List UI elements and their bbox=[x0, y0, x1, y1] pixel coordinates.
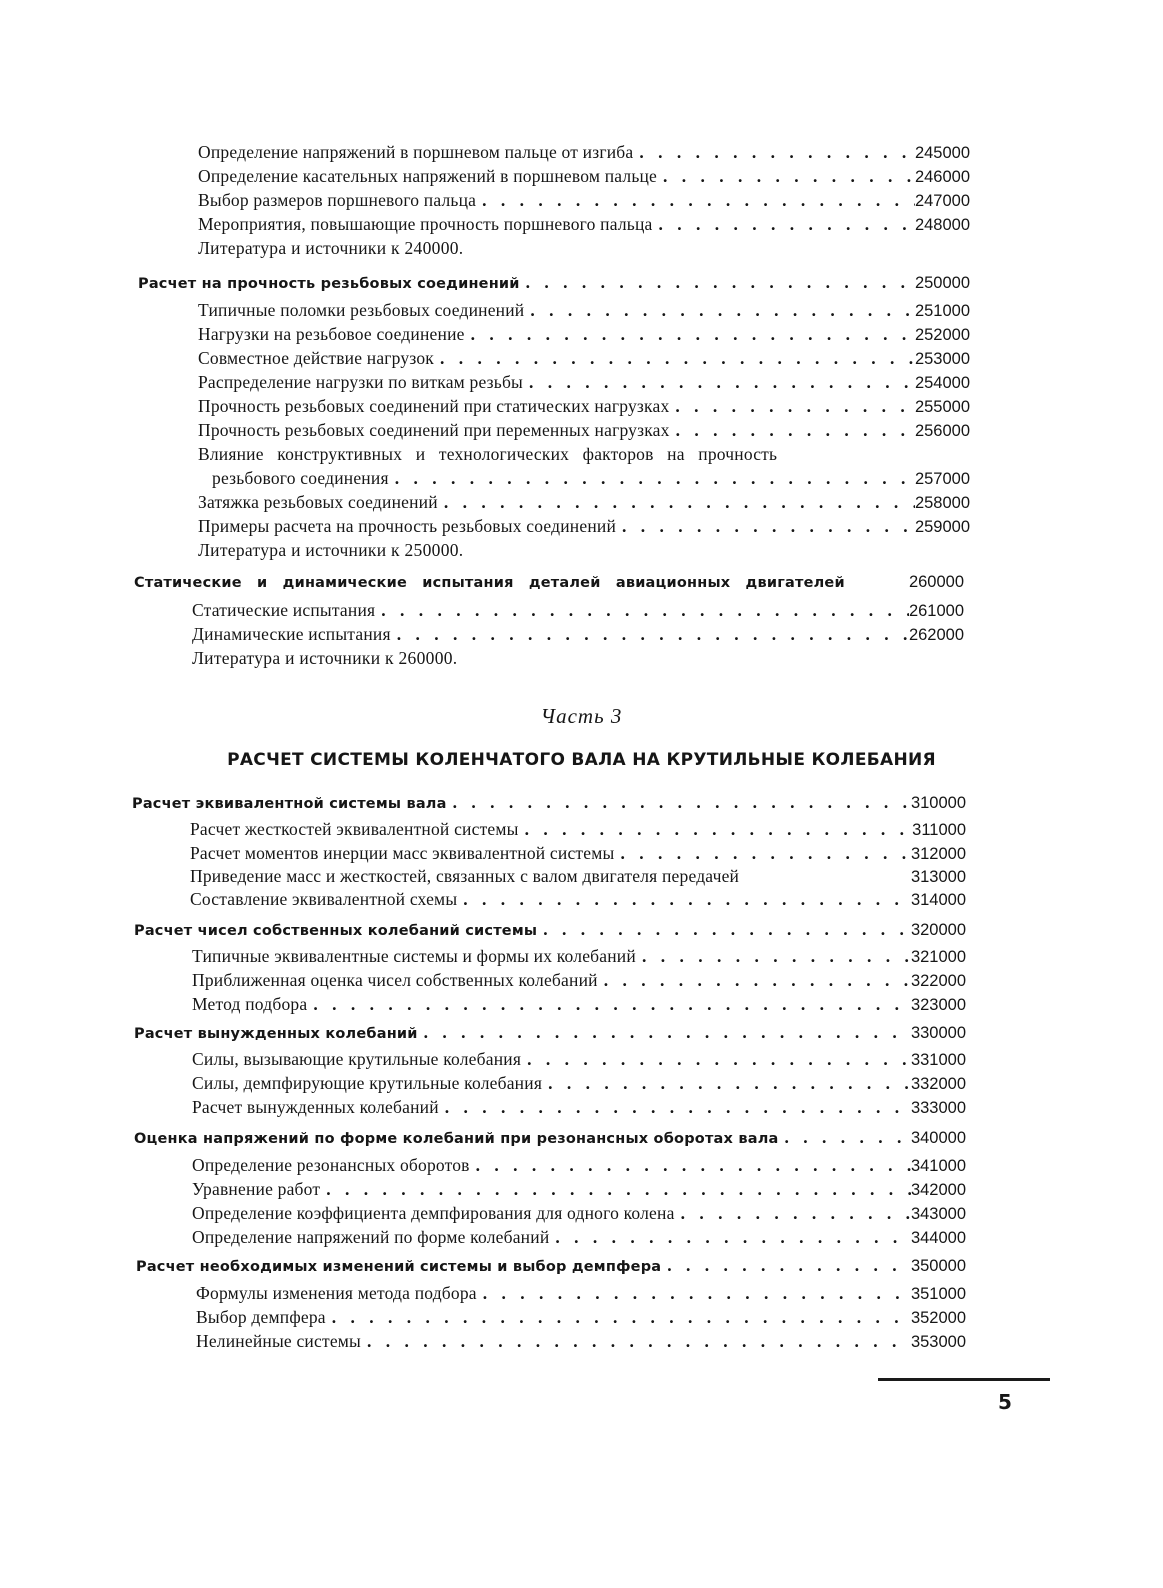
leader-dots bbox=[476, 188, 915, 212]
leader-dots bbox=[447, 790, 911, 814]
leader-dots bbox=[675, 1201, 911, 1225]
toc-entry-text: Прочность резьбовых соединений при переменных нагрузках bbox=[198, 420, 670, 440]
leader-dots bbox=[537, 917, 911, 941]
toc-entry-page: 257000 bbox=[914, 470, 970, 488]
toc-entry-text: Определение напряжений в поршневом пальце от изгиба bbox=[198, 142, 634, 162]
toc-entry-page: 245000 bbox=[914, 144, 970, 162]
leader-dots bbox=[439, 1095, 911, 1119]
toc-entry-page: 261000 bbox=[908, 602, 964, 620]
toc-entry-page: 313000 bbox=[910, 868, 966, 886]
toc-entry-page: 311000 bbox=[912, 821, 966, 839]
toc-entry-page: 258000 bbox=[914, 494, 970, 512]
leader-dots bbox=[391, 622, 909, 646]
leader-dots bbox=[616, 514, 915, 538]
toc-entry-text: Приближенная оценка чисел собственных колебаний bbox=[192, 970, 598, 990]
toc-entry-text: Литература и источники к 240000. bbox=[198, 238, 464, 258]
toc-entry bbox=[192, 1225, 966, 1249]
toc-section-page: 310000 bbox=[910, 794, 966, 812]
toc-section-page: 340000 bbox=[910, 1129, 966, 1147]
toc-section-page: 320000 bbox=[910, 921, 966, 939]
toc-entry-text: Определение касательных напряжений в поршневом пальце bbox=[198, 166, 658, 186]
toc-entry-page: 246000 bbox=[914, 168, 970, 186]
toc-entry bbox=[192, 944, 966, 968]
toc-section bbox=[134, 1020, 966, 1044]
toc-entry-page: 321000 bbox=[910, 948, 966, 966]
leader-dots bbox=[361, 1329, 911, 1353]
toc-entry bbox=[198, 490, 970, 514]
leader-dots bbox=[520, 270, 915, 294]
leader-dots bbox=[670, 418, 915, 442]
toc-entry-text: Определение напряжений по форме колебаний bbox=[192, 1227, 550, 1247]
toc-section-page: 250000 bbox=[914, 274, 970, 292]
toc-entry-page: 314000 bbox=[910, 891, 966, 909]
leader-dots bbox=[669, 394, 915, 418]
toc-entry-text: Статические испытания bbox=[192, 600, 376, 620]
toc-entry-page: 344000 bbox=[910, 1229, 966, 1247]
toc-entry-text: Выбор демпфера bbox=[196, 1307, 326, 1327]
toc-section-text: Расчет необходимых изменений системы и выбор демпфера bbox=[136, 1259, 662, 1275]
toc-entry-page: 353000 bbox=[910, 1333, 966, 1351]
toc-entry bbox=[198, 164, 970, 188]
toc-section-text: Расчет на прочность резьбовых соединений bbox=[138, 276, 520, 292]
part-label: Часть 3 bbox=[540, 704, 623, 728]
toc-entry bbox=[198, 298, 970, 322]
part-title: РАСЧЕТ СИСТЕМЫ КОЛЕНЧАТОГО ВАЛА НА КРУТИЛЬНЫЕ КОЛЕБАНИЯ bbox=[227, 750, 936, 770]
toc-entry-text: Силы, демпфирующие крутильные колебания bbox=[192, 1073, 543, 1093]
toc-entry bbox=[198, 370, 970, 394]
leader-dots bbox=[598, 968, 911, 992]
toc-entry-page: 262000 bbox=[908, 626, 964, 644]
leader-dots bbox=[657, 164, 915, 188]
leader-dots bbox=[652, 212, 914, 236]
toc-entry bbox=[198, 418, 970, 442]
leader-dots bbox=[470, 1153, 911, 1177]
toc-section bbox=[136, 1253, 966, 1277]
toc-entry-text: Приведение масс и жесткостей, связанных с валом двигателя передачей bbox=[190, 866, 740, 886]
toc-section-page: 260000 bbox=[908, 573, 964, 591]
toc-entry bbox=[192, 598, 964, 622]
leader-dots bbox=[633, 140, 915, 164]
toc-entry-page: 351000 bbox=[910, 1285, 966, 1303]
leader-dots bbox=[438, 490, 915, 514]
toc-section-page: 350000 bbox=[910, 1257, 966, 1275]
toc-entry bbox=[192, 1071, 966, 1095]
toc-entry-page: 256000 bbox=[914, 422, 970, 440]
toc-entry bbox=[198, 212, 970, 236]
leader-dots bbox=[326, 1305, 911, 1329]
toc-entry-page: 253000 bbox=[914, 350, 970, 368]
toc-entry bbox=[196, 1305, 966, 1329]
toc-entry-text: Динамические испытания bbox=[192, 624, 391, 644]
leader-dots bbox=[614, 841, 910, 865]
toc-entry-text: Расчет жесткостей эквивалентной системы bbox=[190, 819, 519, 839]
page-number: 5 bbox=[998, 1390, 1012, 1414]
toc-entry bbox=[192, 1177, 966, 1201]
toc-entry-text: Уравнение работ bbox=[192, 1179, 321, 1199]
toc-entry bbox=[196, 1281, 966, 1305]
toc-entry-page: 343000 bbox=[910, 1205, 966, 1223]
toc-entry bbox=[198, 514, 970, 538]
toc-section bbox=[134, 570, 964, 594]
leader-dots bbox=[636, 944, 911, 968]
toc-entry bbox=[192, 1047, 966, 1071]
toc-entry-text: Выбор размеров поршневого пальца bbox=[198, 190, 477, 210]
toc-entry bbox=[192, 1095, 966, 1119]
toc-entry-text: Литература и источники к 260000. bbox=[192, 648, 458, 668]
toc-entry-page: 352000 bbox=[910, 1309, 966, 1327]
leader-dots bbox=[779, 1125, 911, 1149]
toc-entry-text: Литература и источники к 250000. bbox=[198, 540, 464, 560]
toc-literature bbox=[192, 646, 964, 670]
toc-entry-page: 331000 bbox=[910, 1051, 966, 1069]
toc-entry-text: Распределение нагрузки по виткам резьбы bbox=[198, 372, 524, 392]
toc-entry-page: 312000 bbox=[910, 845, 966, 863]
toc-entry-page: 247000 bbox=[914, 192, 970, 210]
leader-dots bbox=[549, 1225, 911, 1249]
toc-entry-text: резьбового соединения bbox=[212, 468, 389, 488]
toc-entry-text: Нагрузки на резьбовое соединение bbox=[198, 324, 465, 344]
toc-entry-page: 252000 bbox=[914, 326, 970, 344]
toc-entry-line1 bbox=[198, 442, 970, 466]
toc-entry-text: Типичные эквивалентные системы и формы их колебаний bbox=[192, 946, 636, 966]
toc-entry bbox=[198, 140, 970, 164]
toc-entry-page: 259000 bbox=[914, 518, 970, 536]
toc-entry-page: 342000 bbox=[910, 1181, 966, 1199]
toc-entry-text: Прочность резьбовых соединений при статических нагрузках bbox=[198, 396, 670, 416]
leader-dots bbox=[375, 598, 909, 622]
toc-entry-text: Мероприятия, повышающие прочность поршневого пальца bbox=[198, 214, 653, 234]
leader-dots bbox=[418, 1020, 911, 1044]
leader-dots bbox=[524, 298, 915, 322]
toc-entry-page: 323000 bbox=[910, 996, 966, 1014]
toc-entry bbox=[198, 394, 970, 418]
toc-entry-page: 322000 bbox=[910, 972, 966, 990]
toc-entry bbox=[190, 817, 966, 841]
toc-entry-page: 341000 bbox=[910, 1157, 966, 1175]
toc-entry-text: Совместное действие нагрузок bbox=[198, 348, 435, 368]
toc-entry-text: Формулы изменения метода подбора bbox=[196, 1283, 477, 1303]
toc-literature bbox=[198, 538, 970, 562]
toc-section-text: Расчет эквивалентной системы вала bbox=[132, 796, 447, 812]
leader-dots bbox=[320, 1177, 911, 1201]
toc-entry-page: 251000 bbox=[914, 302, 970, 320]
toc-entry-text: Метод подбора bbox=[192, 994, 308, 1014]
toc-section-text: Статические и динамические испытания деталей авиационных двигателей bbox=[134, 575, 845, 591]
leader-dots bbox=[519, 817, 913, 841]
toc-section bbox=[134, 917, 966, 941]
toc-entry-page: 332000 bbox=[910, 1075, 966, 1093]
toc-entry bbox=[190, 841, 966, 865]
toc-entry-text: Составление эквивалентной схемы bbox=[190, 889, 458, 909]
toc-entry bbox=[192, 622, 964, 646]
toc-section-page: 330000 bbox=[910, 1024, 966, 1042]
toc-entry-text: Примеры расчета на прочность резьбовых соединений bbox=[198, 516, 617, 536]
leader-dots bbox=[434, 346, 915, 370]
toc-entry bbox=[196, 1329, 966, 1353]
toc-entry bbox=[192, 992, 966, 1016]
leader-dots bbox=[465, 322, 915, 346]
toc-entry-text: Расчет моментов инерции масс эквивалентной системы bbox=[190, 843, 615, 863]
toc-entry-text: Определение коэффициента демпфирования для одного колена bbox=[192, 1203, 675, 1223]
toc-entry bbox=[192, 1201, 966, 1225]
toc-entry-text: Нелинейные системы bbox=[196, 1331, 362, 1351]
leader-dots bbox=[307, 992, 911, 1016]
toc-entry-text: Определение резонансных оборотов bbox=[192, 1155, 470, 1175]
leader-dots bbox=[457, 887, 911, 911]
leader-dots bbox=[477, 1281, 911, 1305]
toc-entry bbox=[190, 887, 966, 911]
toc-entry bbox=[198, 346, 970, 370]
leader-dots bbox=[521, 1047, 911, 1071]
toc-entry bbox=[190, 864, 966, 888]
toc-section-text: Оценка напряжений по форме колебаний при резонансных оборотах вала bbox=[134, 1131, 779, 1147]
leader-dots bbox=[661, 1253, 911, 1277]
toc-entry-page: 333000 bbox=[910, 1099, 966, 1117]
leader-dots bbox=[542, 1071, 911, 1095]
toc-entry-text: Влияние конструктивных и технологических факторов на прочность bbox=[198, 444, 778, 464]
toc-entry-text: Расчет вынужденных колебаний bbox=[192, 1097, 439, 1117]
leader-dots bbox=[523, 370, 915, 394]
toc-entry-text: Силы, вызывающие крутильные колебания bbox=[192, 1049, 522, 1069]
toc-entry-text: Затяжка резьбовых соединений bbox=[198, 492, 438, 512]
toc-entry-text: Типичные поломки резьбовых соединений bbox=[198, 300, 525, 320]
leader-dots bbox=[389, 466, 915, 490]
toc-entry-line2 bbox=[212, 466, 970, 490]
toc-entry bbox=[198, 322, 970, 346]
toc-section-text: Расчет чисел собственных колебаний системы bbox=[134, 923, 538, 939]
toc-entry-page: 248000 bbox=[914, 216, 970, 234]
toc-entry bbox=[192, 1153, 966, 1177]
toc-section bbox=[134, 1125, 966, 1149]
toc-entry bbox=[198, 188, 970, 212]
toc-entry bbox=[192, 968, 966, 992]
footer-rule bbox=[878, 1378, 1050, 1381]
toc-entry-page: 254000 bbox=[914, 374, 970, 392]
toc-entry-page: 255000 bbox=[914, 398, 970, 416]
toc-literature bbox=[198, 236, 970, 260]
toc-section-text: Расчет вынужденных колебаний bbox=[134, 1026, 418, 1042]
toc-section bbox=[138, 270, 970, 294]
toc-section bbox=[132, 790, 966, 814]
